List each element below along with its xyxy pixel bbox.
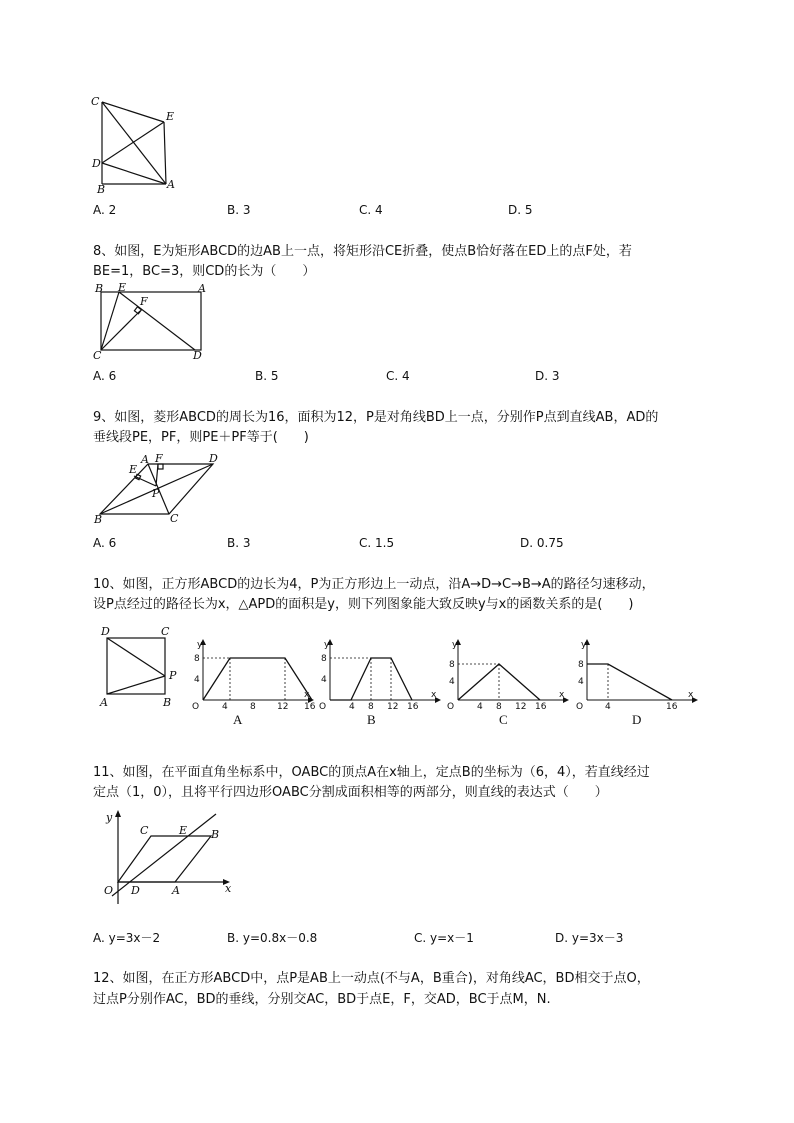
q10-caption-b[interactable]: B [367, 712, 376, 727]
graph-label: x [431, 690, 437, 700]
q10-stem-line1: 10、如图，正方形ABCD的边长为4，P为正方形边上一动点，沿A→D→C→B→A的路径匀速移动， [93, 577, 655, 592]
graph-label: y [197, 640, 203, 650]
graph-label: O [192, 702, 200, 712]
q7-label-a: A [167, 178, 175, 191]
graph-label: 16 [535, 702, 547, 712]
q11-label-d: D [131, 884, 140, 897]
q11-figure [90, 808, 235, 916]
q10-label-b: B [163, 696, 172, 709]
graph-label: O [319, 702, 327, 712]
q9-stem-line1: 9、如图，菱形ABCD的周长为16，面积为12，P是对角线BD上一点，分别作P点到直线AB，AD的 [93, 410, 659, 425]
q10-label-c: C [161, 625, 170, 638]
q11-option-b[interactable]: B. y=0.8x－0.8 [227, 931, 318, 945]
q8-stem-line1: 8、如图，E为矩形ABCD的边AB上一点，将矩形沿CE折叠，使点B恰好落在ED上的点F处，若 [93, 244, 632, 259]
q9-label-e: E [129, 463, 138, 476]
q8-option-c[interactable]: C. 4 [386, 369, 410, 383]
graph-label: 4 [349, 702, 355, 712]
q11-label-x: x [225, 882, 232, 895]
q8-label-f: F [140, 295, 148, 308]
graph-label: O [447, 702, 455, 712]
graph-label: 8 [194, 654, 200, 664]
graph-label: 4 [605, 702, 611, 712]
graph-label: y [324, 640, 330, 650]
q9-option-a[interactable]: A. 6 [93, 536, 117, 550]
graph-label: x [688, 690, 694, 700]
q8-label-a: A [198, 282, 206, 295]
graph-label: 4 [321, 675, 327, 685]
q7-label-c: C [91, 95, 100, 108]
q9-option-d[interactable]: D. 0.75 [520, 536, 564, 550]
graph-label: 12 [387, 702, 399, 712]
q12-stem-line1: 12、如图，在正方形ABCD中，点P是AB上一动点(不与A，B重合)，对角线AC，BD相交于点O， [93, 971, 650, 986]
graph-label: 8 [368, 702, 374, 712]
q9-label-b: B [94, 513, 103, 526]
q10-caption-a[interactable]: A [233, 712, 243, 727]
q8-option-d[interactable]: D. 3 [535, 369, 560, 383]
q7-label-b: B [97, 183, 106, 196]
graph-label: 16 [304, 702, 316, 712]
q8-option-b[interactable]: B. 5 [255, 369, 279, 383]
graph-label: 8 [496, 702, 502, 712]
q8-stem-line2: BE=1，BC=3，则CD的长为（ ） [93, 264, 316, 279]
graph-label: 8 [578, 660, 584, 670]
graph-label: x [559, 690, 565, 700]
q11-label-b: B [211, 828, 220, 841]
graph-label: 4 [477, 702, 483, 712]
q7-label-d: D [92, 157, 101, 170]
q9-label-c: C [170, 512, 179, 525]
graph-label: O [576, 702, 584, 712]
q8-option-a[interactable]: A. 6 [93, 369, 117, 383]
q9-option-c[interactable]: C. 1.5 [359, 536, 395, 550]
q7-option-d[interactable]: D. 5 [508, 203, 533, 217]
q11-stem-line1: 11、如图，在平面直角坐标系中，OABC的顶点A在x轴上，定点B的坐标为（6，4），若直线经过 [93, 765, 650, 780]
q8-label-c: C [93, 349, 102, 362]
q9-stem-line2: 垂线段PE，PF，则PE＋PF等于( ) [93, 430, 309, 445]
graph-label: 12 [277, 702, 289, 712]
q8-label-b: B [95, 282, 104, 295]
q10-caption-c[interactable]: C [499, 712, 508, 727]
q9-label-f: F [155, 452, 163, 465]
q11-option-d[interactable]: D. y=3x－3 [555, 931, 624, 945]
q7-option-a[interactable]: A. 2 [93, 203, 117, 217]
graph-label: 12 [515, 702, 527, 712]
q7-option-c[interactable]: C. 4 [359, 203, 383, 217]
q11-label-o: O [104, 884, 114, 897]
graph-label: 4 [222, 702, 228, 712]
q11-label-a: A [172, 884, 180, 897]
q11-label-e: E [179, 824, 188, 837]
q7-label-e: E [166, 110, 175, 123]
q10-stem-line2: 设P点经过的路径长为x，△APD的面积是y，则下列图象能大致反映y与x的函数关系的是( ) [93, 597, 634, 612]
q10-caption-d[interactable]: D [632, 712, 642, 727]
q9-option-b[interactable]: B. 3 [227, 536, 251, 550]
q8-label-d: D [193, 349, 202, 362]
graph-label: 4 [194, 675, 200, 685]
q9-label-p: P [152, 487, 160, 500]
graph-label: 16 [666, 702, 678, 712]
q10-label-d: D [101, 625, 110, 638]
q11-stem-line2: 定点（1，0），且将平行四边形OABC分割成面积相等的两部分，则直线的表达式（ ） [93, 785, 608, 800]
q10-graph-b[interactable] [315, 638, 443, 710]
q10-label-p: P [169, 669, 177, 682]
graph-label: 4 [449, 677, 455, 687]
graph-label: 4 [578, 677, 584, 687]
q8-label-e: E [118, 281, 127, 294]
q9-label-a: A [141, 453, 149, 466]
q9-label-d: D [209, 452, 218, 465]
q10-graph-c[interactable] [443, 638, 571, 710]
graph-label: x [304, 690, 310, 700]
q7-option-b[interactable]: B. 3 [227, 203, 251, 217]
q8-figure [92, 281, 212, 363]
q10-label-a: A [100, 696, 108, 709]
q7-figure [88, 96, 188, 196]
q10-square-figure [97, 626, 182, 710]
graph-label: 16 [407, 702, 419, 712]
q11-label-c: C [140, 824, 149, 837]
q10-graph-a[interactable] [188, 638, 316, 710]
q10-graph-d[interactable] [572, 638, 700, 710]
q9-figure [92, 451, 222, 526]
graph-label: 8 [250, 702, 256, 712]
q11-option-a[interactable]: A. y=3x－2 [93, 931, 161, 945]
q11-label-y: y [106, 811, 113, 824]
graph-label: y [452, 640, 458, 650]
graph-label: 8 [449, 660, 455, 670]
q12-stem-line2: 过点P分别作AC，BD的垂线，分别交AC，BD于点E，F，交AD，BC于点M，N. [93, 992, 551, 1007]
graph-label: 8 [321, 654, 327, 664]
graph-label: y [581, 640, 587, 650]
q11-option-c[interactable]: C. y=x－1 [414, 931, 474, 945]
